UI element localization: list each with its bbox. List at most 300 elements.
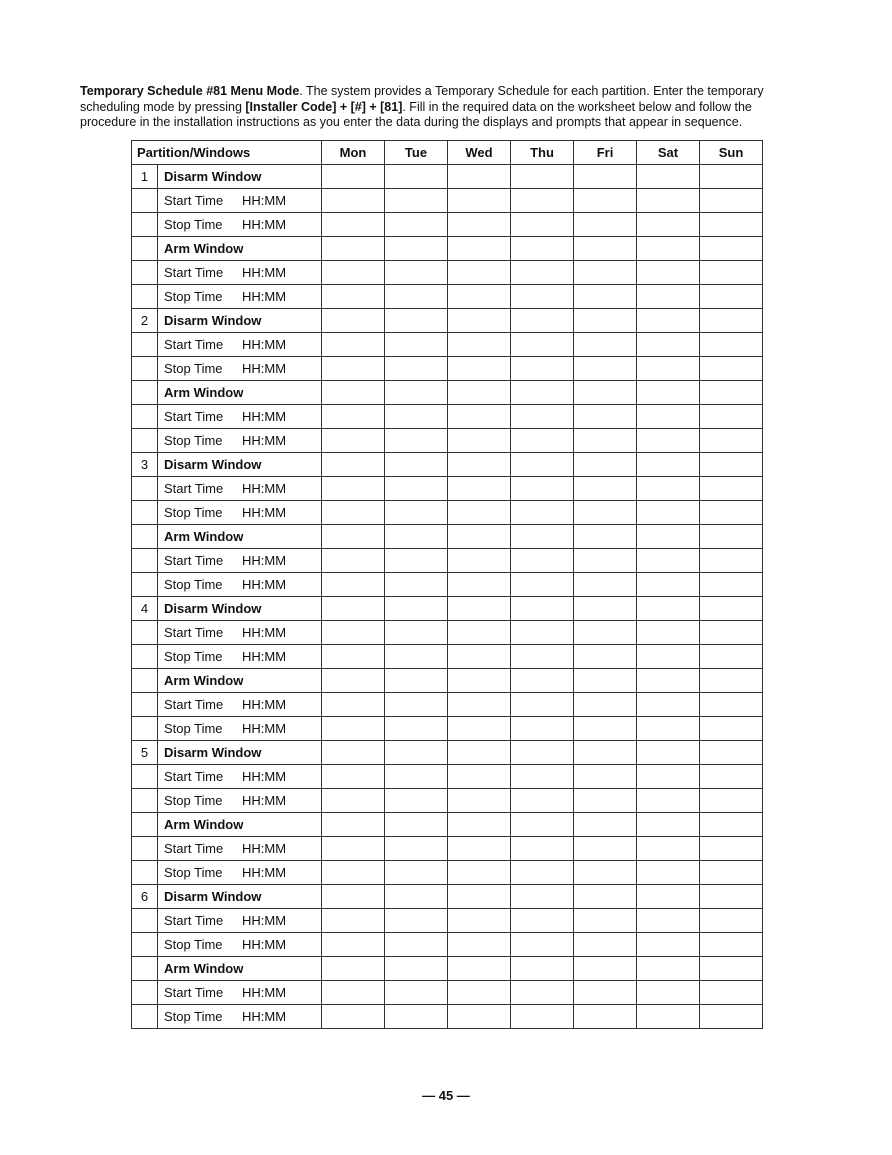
header-tue: Tue bbox=[385, 141, 448, 165]
day-cell-thu[interactable] bbox=[511, 261, 574, 285]
day-cell-tue[interactable] bbox=[385, 213, 448, 237]
day-cell-sat[interactable] bbox=[637, 501, 700, 525]
day-cell-fri[interactable] bbox=[574, 693, 637, 717]
day-cell-sun[interactable] bbox=[700, 789, 763, 813]
day-cell-sat[interactable] bbox=[637, 453, 700, 477]
day-cell-thu[interactable] bbox=[511, 525, 574, 549]
day-cell-mon[interactable] bbox=[322, 261, 385, 285]
header-sun: Sun bbox=[700, 141, 763, 165]
day-cell-thu[interactable] bbox=[511, 669, 574, 693]
day-cell-sat[interactable] bbox=[637, 237, 700, 261]
day-cell-fri[interactable] bbox=[574, 285, 637, 309]
header-partition-windows: Partition/Windows bbox=[132, 141, 322, 165]
day-cell-wed[interactable] bbox=[448, 525, 511, 549]
disarm-window-label-cell: Disarm Window bbox=[158, 741, 322, 765]
day-cell-sun[interactable] bbox=[700, 501, 763, 525]
day-cell-mon[interactable] bbox=[322, 837, 385, 861]
day-cell-wed[interactable] bbox=[448, 405, 511, 429]
day-cell-sat[interactable] bbox=[637, 381, 700, 405]
day-cell-thu[interactable] bbox=[511, 909, 574, 933]
day-cell-fri[interactable] bbox=[574, 837, 637, 861]
day-cell-tue[interactable] bbox=[385, 765, 448, 789]
time-format-label: HH:MM bbox=[242, 913, 287, 928]
day-cell-thu[interactable] bbox=[511, 309, 574, 333]
day-cell-sun[interactable] bbox=[700, 813, 763, 837]
day-cell-mon[interactable] bbox=[322, 861, 385, 885]
day-cell-fri[interactable] bbox=[574, 357, 637, 381]
day-cell-sun[interactable] bbox=[700, 909, 763, 933]
day-cell-tue[interactable] bbox=[385, 237, 448, 261]
day-cell-sun[interactable] bbox=[700, 885, 763, 909]
day-cell-fri[interactable] bbox=[574, 981, 637, 1005]
day-cell-thu[interactable] bbox=[511, 645, 574, 669]
day-cell-thu[interactable] bbox=[511, 621, 574, 645]
day-cell-tue[interactable] bbox=[385, 453, 448, 477]
partition-number-cell bbox=[132, 837, 158, 861]
day-cell-sat[interactable] bbox=[637, 429, 700, 453]
day-cell-sat[interactable] bbox=[637, 765, 700, 789]
day-cell-sun[interactable] bbox=[700, 213, 763, 237]
day-cell-mon[interactable] bbox=[322, 165, 385, 189]
partition-number-cell: 3 bbox=[132, 453, 158, 477]
day-cell-sat[interactable] bbox=[637, 309, 700, 333]
day-cell-fri[interactable] bbox=[574, 645, 637, 669]
header-mon: Mon bbox=[322, 141, 385, 165]
day-cell-tue[interactable] bbox=[385, 381, 448, 405]
intro-keys: [Installer Code] + [#] + [81] bbox=[245, 99, 403, 114]
day-cell-fri[interactable] bbox=[574, 669, 637, 693]
day-cell-mon[interactable] bbox=[322, 765, 385, 789]
day-cell-sun[interactable] bbox=[700, 741, 763, 765]
day-cell-sat[interactable] bbox=[637, 789, 700, 813]
day-cell-sun[interactable] bbox=[700, 165, 763, 189]
day-cell-tue[interactable] bbox=[385, 405, 448, 429]
day-cell-sun[interactable] bbox=[700, 357, 763, 381]
day-cell-thu[interactable] bbox=[511, 405, 574, 429]
day-cell-sat[interactable] bbox=[637, 717, 700, 741]
day-cell-fri[interactable] bbox=[574, 549, 637, 573]
day-cell-thu[interactable] bbox=[511, 333, 574, 357]
day-cell-sat[interactable] bbox=[637, 693, 700, 717]
day-cell-sat[interactable] bbox=[637, 981, 700, 1005]
day-cell-mon[interactable] bbox=[322, 285, 385, 309]
day-cell-wed[interactable] bbox=[448, 501, 511, 525]
day-cell-wed[interactable] bbox=[448, 981, 511, 1005]
day-cell-fri[interactable] bbox=[574, 429, 637, 453]
day-cell-sat[interactable] bbox=[637, 645, 700, 669]
day-cell-tue[interactable] bbox=[385, 741, 448, 765]
day-cell-fri[interactable] bbox=[574, 477, 637, 501]
table-row bbox=[132, 285, 763, 309]
day-cell-tue[interactable] bbox=[385, 813, 448, 837]
day-cell-thu[interactable] bbox=[511, 357, 574, 381]
day-cell-tue[interactable] bbox=[385, 357, 448, 381]
day-cell-sat[interactable] bbox=[637, 621, 700, 645]
day-cell-sun[interactable] bbox=[700, 405, 763, 429]
day-cell-sun[interactable] bbox=[700, 621, 763, 645]
partition-number-cell bbox=[132, 525, 158, 549]
day-cell-sat[interactable] bbox=[637, 813, 700, 837]
day-cell-mon[interactable] bbox=[322, 333, 385, 357]
time-format-label: HH:MM bbox=[242, 1009, 287, 1024]
day-cell-tue[interactable] bbox=[385, 165, 448, 189]
day-cell-sun[interactable] bbox=[700, 381, 763, 405]
day-cell-mon[interactable] bbox=[322, 909, 385, 933]
day-cell-mon[interactable] bbox=[322, 549, 385, 573]
stop-time-label-cell bbox=[158, 501, 322, 525]
day-cell-mon[interactable] bbox=[322, 405, 385, 429]
day-cell-fri[interactable] bbox=[574, 1005, 637, 1029]
day-cell-mon[interactable] bbox=[322, 981, 385, 1005]
day-cell-fri[interactable] bbox=[574, 165, 637, 189]
partition-number-cell bbox=[132, 909, 158, 933]
day-cell-sun[interactable] bbox=[700, 717, 763, 741]
day-cell-thu[interactable] bbox=[511, 501, 574, 525]
day-cell-sun[interactable] bbox=[700, 981, 763, 1005]
day-cell-tue[interactable] bbox=[385, 261, 448, 285]
day-cell-sat[interactable] bbox=[637, 1005, 700, 1029]
day-cell-tue[interactable] bbox=[385, 1005, 448, 1029]
day-cell-fri[interactable] bbox=[574, 237, 637, 261]
day-cell-tue[interactable] bbox=[385, 501, 448, 525]
day-cell-wed[interactable] bbox=[448, 357, 511, 381]
day-cell-mon[interactable] bbox=[322, 885, 385, 909]
day-cell-thu[interactable] bbox=[511, 237, 574, 261]
day-cell-fri[interactable] bbox=[574, 621, 637, 645]
partition-number-cell bbox=[132, 237, 158, 261]
day-cell-sun[interactable] bbox=[700, 261, 763, 285]
day-cell-wed[interactable] bbox=[448, 261, 511, 285]
table-row bbox=[132, 645, 763, 669]
time-format-label: HH:MM bbox=[242, 289, 287, 304]
day-cell-sun[interactable] bbox=[700, 189, 763, 213]
day-cell-wed[interactable] bbox=[448, 765, 511, 789]
day-cell-tue[interactable] bbox=[385, 549, 448, 573]
stop-time-label-cell bbox=[158, 933, 322, 957]
day-cell-wed[interactable] bbox=[448, 789, 511, 813]
day-cell-thu[interactable] bbox=[511, 693, 574, 717]
day-cell-sat[interactable] bbox=[637, 573, 700, 597]
day-cell-mon[interactable] bbox=[322, 501, 385, 525]
day-cell-sun[interactable] bbox=[700, 765, 763, 789]
day-cell-mon[interactable] bbox=[322, 645, 385, 669]
day-cell-wed[interactable] bbox=[448, 165, 511, 189]
day-cell-tue[interactable] bbox=[385, 717, 448, 741]
day-cell-wed[interactable] bbox=[448, 213, 511, 237]
day-cell-sat[interactable] bbox=[637, 957, 700, 981]
partition-number-cell bbox=[132, 957, 158, 981]
day-cell-tue[interactable] bbox=[385, 981, 448, 1005]
day-cell-sat[interactable] bbox=[637, 333, 700, 357]
day-cell-sat[interactable] bbox=[637, 165, 700, 189]
day-cell-mon[interactable] bbox=[322, 357, 385, 381]
day-cell-thu[interactable] bbox=[511, 957, 574, 981]
day-cell-mon[interactable] bbox=[322, 453, 385, 477]
stop-time-label-cell bbox=[158, 429, 322, 453]
time-format-label: HH:MM bbox=[242, 337, 287, 352]
time-format-label: HH:MM bbox=[242, 361, 287, 376]
day-cell-mon[interactable] bbox=[322, 933, 385, 957]
day-cell-thu[interactable] bbox=[511, 597, 574, 621]
day-cell-wed[interactable] bbox=[448, 549, 511, 573]
day-cell-sat[interactable] bbox=[637, 597, 700, 621]
day-cell-tue[interactable] bbox=[385, 333, 448, 357]
day-cell-tue[interactable] bbox=[385, 909, 448, 933]
day-cell-sat[interactable] bbox=[637, 549, 700, 573]
partition-number-cell: 5 bbox=[132, 741, 158, 765]
stop-time-label: Stop Time bbox=[164, 433, 223, 448]
day-cell-sat[interactable] bbox=[637, 861, 700, 885]
day-cell-wed[interactable] bbox=[448, 885, 511, 909]
start-time-label: Start Time bbox=[164, 553, 224, 568]
day-cell-tue[interactable] bbox=[385, 285, 448, 309]
start-time-label: Start Time bbox=[164, 265, 224, 280]
day-cell-fri[interactable] bbox=[574, 885, 637, 909]
table-row bbox=[132, 165, 763, 189]
day-cell-tue[interactable] bbox=[385, 693, 448, 717]
day-cell-wed[interactable] bbox=[448, 861, 511, 885]
day-cell-sun[interactable] bbox=[700, 669, 763, 693]
time-format-label: HH:MM bbox=[242, 697, 287, 712]
day-cell-mon[interactable] bbox=[322, 957, 385, 981]
day-cell-fri[interactable] bbox=[574, 933, 637, 957]
day-cell-thu[interactable] bbox=[511, 861, 574, 885]
day-cell-mon[interactable] bbox=[322, 789, 385, 813]
day-cell-sun[interactable] bbox=[700, 237, 763, 261]
day-cell-sun[interactable] bbox=[700, 309, 763, 333]
day-cell-thu[interactable] bbox=[511, 477, 574, 501]
day-cell-thu[interactable] bbox=[511, 741, 574, 765]
day-cell-sat[interactable] bbox=[637, 837, 700, 861]
day-cell-mon[interactable] bbox=[322, 669, 385, 693]
day-cell-thu[interactable] bbox=[511, 1005, 574, 1029]
day-cell-thu[interactable] bbox=[511, 285, 574, 309]
start-time-label-cell bbox=[158, 909, 322, 933]
day-cell-sat[interactable] bbox=[637, 933, 700, 957]
day-cell-mon[interactable] bbox=[322, 717, 385, 741]
day-cell-fri[interactable] bbox=[574, 717, 637, 741]
day-cell-fri[interactable] bbox=[574, 813, 637, 837]
time-format-label: HH:MM bbox=[242, 433, 287, 448]
day-cell-thu[interactable] bbox=[511, 981, 574, 1005]
schedule-worksheet-table bbox=[131, 140, 763, 1029]
day-cell-mon[interactable] bbox=[322, 813, 385, 837]
day-cell-tue[interactable] bbox=[385, 957, 448, 981]
day-cell-wed[interactable] bbox=[448, 1005, 511, 1029]
time-format-label: HH:MM bbox=[242, 841, 287, 856]
day-cell-fri[interactable] bbox=[574, 909, 637, 933]
day-cell-fri[interactable] bbox=[574, 213, 637, 237]
day-cell-thu[interactable] bbox=[511, 573, 574, 597]
start-time-label-cell bbox=[158, 405, 322, 429]
day-cell-sun[interactable] bbox=[700, 549, 763, 573]
arm-window-label-cell: Arm Window bbox=[158, 525, 322, 549]
day-cell-thu[interactable] bbox=[511, 453, 574, 477]
day-cell-thu[interactable] bbox=[511, 717, 574, 741]
day-cell-mon[interactable] bbox=[322, 477, 385, 501]
day-cell-sun[interactable] bbox=[700, 453, 763, 477]
day-cell-fri[interactable] bbox=[574, 333, 637, 357]
start-time-label: Start Time bbox=[164, 841, 224, 856]
day-cell-sun[interactable] bbox=[700, 429, 763, 453]
day-cell-wed[interactable] bbox=[448, 573, 511, 597]
day-cell-sat[interactable] bbox=[637, 189, 700, 213]
day-cell-mon[interactable] bbox=[322, 573, 385, 597]
day-cell-sun[interactable] bbox=[700, 573, 763, 597]
day-cell-wed[interactable] bbox=[448, 909, 511, 933]
day-cell-sun[interactable] bbox=[700, 525, 763, 549]
day-cell-tue[interactable] bbox=[385, 189, 448, 213]
day-cell-tue[interactable] bbox=[385, 669, 448, 693]
day-cell-tue[interactable] bbox=[385, 597, 448, 621]
day-cell-sun[interactable] bbox=[700, 333, 763, 357]
day-cell-tue[interactable] bbox=[385, 309, 448, 333]
day-cell-wed[interactable] bbox=[448, 645, 511, 669]
day-cell-thu[interactable] bbox=[511, 165, 574, 189]
day-cell-wed[interactable] bbox=[448, 333, 511, 357]
day-cell-wed[interactable] bbox=[448, 837, 511, 861]
day-cell-mon[interactable] bbox=[322, 525, 385, 549]
day-cell-sat[interactable] bbox=[637, 261, 700, 285]
day-cell-sat[interactable] bbox=[637, 357, 700, 381]
day-cell-thu[interactable] bbox=[511, 549, 574, 573]
day-cell-wed[interactable] bbox=[448, 621, 511, 645]
day-cell-wed[interactable] bbox=[448, 429, 511, 453]
day-cell-sun[interactable] bbox=[700, 285, 763, 309]
day-cell-tue[interactable] bbox=[385, 933, 448, 957]
day-cell-fri[interactable] bbox=[574, 861, 637, 885]
day-cell-fri[interactable] bbox=[574, 573, 637, 597]
day-cell-fri[interactable] bbox=[574, 957, 637, 981]
day-cell-fri[interactable] bbox=[574, 189, 637, 213]
day-cell-sun[interactable] bbox=[700, 645, 763, 669]
day-cell-fri[interactable] bbox=[574, 453, 637, 477]
day-cell-wed[interactable] bbox=[448, 285, 511, 309]
day-cell-thu[interactable] bbox=[511, 837, 574, 861]
day-cell-fri[interactable] bbox=[574, 741, 637, 765]
day-cell-fri[interactable] bbox=[574, 309, 637, 333]
time-format-label: HH:MM bbox=[242, 577, 287, 592]
day-cell-wed[interactable] bbox=[448, 477, 511, 501]
partition-number-cell bbox=[132, 501, 158, 525]
day-cell-wed[interactable] bbox=[448, 933, 511, 957]
day-cell-fri[interactable] bbox=[574, 597, 637, 621]
day-cell-mon[interactable] bbox=[322, 621, 385, 645]
day-cell-thu[interactable] bbox=[511, 189, 574, 213]
day-cell-sat[interactable] bbox=[637, 525, 700, 549]
day-cell-sat[interactable] bbox=[637, 741, 700, 765]
day-cell-mon[interactable] bbox=[322, 381, 385, 405]
day-cell-wed[interactable] bbox=[448, 693, 511, 717]
day-cell-mon[interactable] bbox=[322, 213, 385, 237]
intro-text-1: . The system provides a Temporary Schedule for each partition. Enter the temporary scheduling mode by pressing bbox=[80, 84, 764, 114]
day-cell-sun[interactable] bbox=[700, 861, 763, 885]
day-cell-fri[interactable] bbox=[574, 765, 637, 789]
day-cell-thu[interactable] bbox=[511, 765, 574, 789]
day-cell-fri[interactable] bbox=[574, 525, 637, 549]
day-cell-fri[interactable] bbox=[574, 405, 637, 429]
day-cell-fri[interactable] bbox=[574, 501, 637, 525]
day-cell-sat[interactable] bbox=[637, 285, 700, 309]
day-cell-tue[interactable] bbox=[385, 429, 448, 453]
day-cell-sun[interactable] bbox=[700, 837, 763, 861]
day-cell-tue[interactable] bbox=[385, 837, 448, 861]
day-cell-wed[interactable] bbox=[448, 309, 511, 333]
day-cell-tue[interactable] bbox=[385, 621, 448, 645]
day-cell-sun[interactable] bbox=[700, 1005, 763, 1029]
arm-window-label-cell: Arm Window bbox=[158, 381, 322, 405]
day-cell-sun[interactable] bbox=[700, 477, 763, 501]
day-cell-thu[interactable] bbox=[511, 885, 574, 909]
day-cell-wed[interactable] bbox=[448, 381, 511, 405]
day-cell-tue[interactable] bbox=[385, 789, 448, 813]
day-cell-sun[interactable] bbox=[700, 597, 763, 621]
day-cell-thu[interactable] bbox=[511, 381, 574, 405]
day-cell-thu[interactable] bbox=[511, 789, 574, 813]
day-cell-sat[interactable] bbox=[637, 669, 700, 693]
day-cell-wed[interactable] bbox=[448, 237, 511, 261]
disarm-window-label-cell: Disarm Window bbox=[158, 165, 322, 189]
day-cell-wed[interactable] bbox=[448, 957, 511, 981]
day-cell-mon[interactable] bbox=[322, 597, 385, 621]
day-cell-wed[interactable] bbox=[448, 717, 511, 741]
day-cell-sat[interactable] bbox=[637, 213, 700, 237]
stop-time-label-cell bbox=[158, 357, 322, 381]
day-cell-thu[interactable] bbox=[511, 429, 574, 453]
day-cell-thu[interactable] bbox=[511, 813, 574, 837]
day-cell-tue[interactable] bbox=[385, 525, 448, 549]
day-cell-sat[interactable] bbox=[637, 405, 700, 429]
day-cell-tue[interactable] bbox=[385, 573, 448, 597]
stop-time-label: Stop Time bbox=[164, 361, 223, 376]
day-cell-mon[interactable] bbox=[322, 237, 385, 261]
day-cell-wed[interactable] bbox=[448, 813, 511, 837]
day-cell-tue[interactable] bbox=[385, 645, 448, 669]
day-cell-mon[interactable] bbox=[322, 741, 385, 765]
intro-paragraph bbox=[80, 84, 810, 131]
day-cell-tue[interactable] bbox=[385, 477, 448, 501]
day-cell-fri[interactable] bbox=[574, 381, 637, 405]
day-cell-fri[interactable] bbox=[574, 261, 637, 285]
day-cell-wed[interactable] bbox=[448, 453, 511, 477]
table-row bbox=[132, 981, 763, 1005]
day-cell-sat[interactable] bbox=[637, 909, 700, 933]
day-cell-mon[interactable] bbox=[322, 309, 385, 333]
table-row bbox=[132, 813, 763, 837]
day-cell-sat[interactable] bbox=[637, 885, 700, 909]
day-cell-tue[interactable] bbox=[385, 885, 448, 909]
day-cell-sun[interactable] bbox=[700, 933, 763, 957]
start-time-label: Start Time bbox=[164, 913, 224, 928]
day-cell-wed[interactable] bbox=[448, 741, 511, 765]
day-cell-tue[interactable] bbox=[385, 861, 448, 885]
day-cell-wed[interactable] bbox=[448, 189, 511, 213]
stop-time-label-cell bbox=[158, 861, 322, 885]
day-cell-sun[interactable] bbox=[700, 957, 763, 981]
day-cell-thu[interactable] bbox=[511, 213, 574, 237]
day-cell-mon[interactable] bbox=[322, 429, 385, 453]
day-cell-mon[interactable] bbox=[322, 693, 385, 717]
day-cell-sat[interactable] bbox=[637, 477, 700, 501]
day-cell-sun[interactable] bbox=[700, 693, 763, 717]
day-cell-wed[interactable] bbox=[448, 669, 511, 693]
day-cell-fri[interactable] bbox=[574, 789, 637, 813]
day-cell-mon[interactable] bbox=[322, 1005, 385, 1029]
day-cell-thu[interactable] bbox=[511, 933, 574, 957]
day-cell-wed[interactable] bbox=[448, 597, 511, 621]
day-cell-mon[interactable] bbox=[322, 189, 385, 213]
table-row bbox=[132, 741, 763, 765]
